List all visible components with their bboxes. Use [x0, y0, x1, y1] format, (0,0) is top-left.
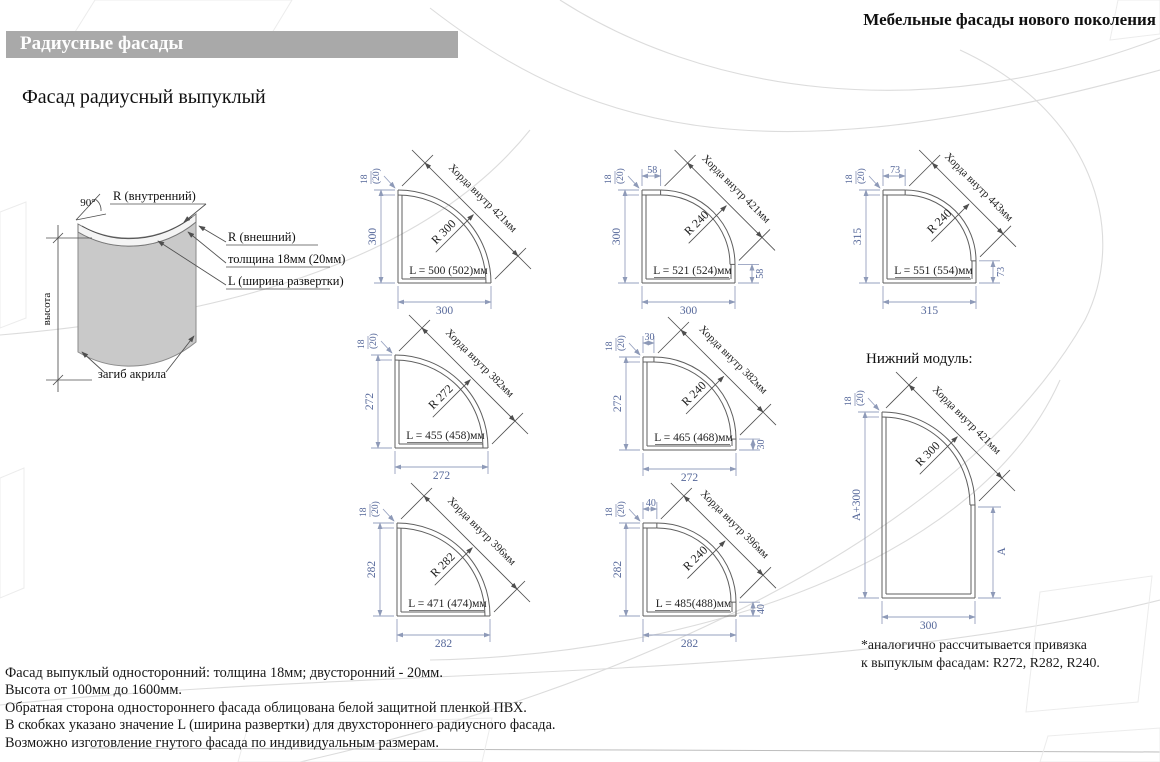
radius-label: R 240: [679, 542, 711, 574]
module-a-dim: A: [996, 547, 1008, 556]
footnote-line: *аналогично рассчитывается привязка: [861, 637, 1087, 652]
quarter-drawing-1: [360, 150, 531, 317]
thickness-18-label: 18: [604, 174, 614, 184]
radius-label: R 240: [923, 205, 955, 237]
thickness-20-label: (20): [617, 335, 627, 351]
chord-label: Хорда внутр 421мм: [930, 383, 1004, 457]
side-dim-horizontal: 315: [920, 305, 939, 317]
facade-legend-diagram: [41, 189, 345, 392]
thickness-18-label: 18: [359, 507, 369, 517]
l-dim-label: L = 551 (554)мм: [894, 265, 973, 277]
spec-line: В скобках указано значение L (ширина развертки) для двухстороннего радиусного фасада.: [5, 717, 556, 734]
offset-right-label: 73: [996, 266, 1007, 277]
thickness-18-label: 18: [605, 507, 615, 517]
chord-label: Хорда внутр 396мм: [445, 494, 519, 568]
side-dim-vertical: 315: [852, 227, 864, 246]
thickness-18-label: 18: [605, 341, 615, 351]
chord-label: Хорда внутр 443мм: [942, 150, 1016, 224]
footnote-line: к выпуклым фасадам: R272, R282, R240.: [861, 655, 1100, 670]
thickness-20-label: (20): [617, 501, 627, 517]
page-title: Фасад радиусный выпуклый: [22, 86, 266, 108]
chord-label: Хорда внутр 421мм: [446, 161, 520, 235]
side-dim-vertical: 300: [611, 227, 623, 246]
side-dim-vertical: 282: [366, 560, 378, 579]
offset-right-label: 40: [756, 604, 767, 615]
side-dim-vertical: 272: [612, 394, 624, 413]
side-dim-vertical: 282: [612, 560, 624, 579]
side-dim-vertical: 272: [364, 392, 376, 411]
quarter-drawing-3: [845, 150, 1016, 317]
radius-label: R 300: [912, 438, 943, 470]
thickness-18-label: 18: [844, 396, 854, 406]
quarter-drawing-6: [359, 483, 530, 650]
spec-line: Высота от 100мм до 1600мм.: [5, 682, 182, 699]
offset-top-label: 30: [644, 332, 655, 343]
thickness-20-label: (20): [371, 501, 381, 517]
legend-r-outer-label: R (внешний): [228, 230, 296, 244]
radius-label: R 300: [428, 216, 459, 248]
radius-label: R 240: [678, 378, 709, 409]
spec-line: Обратная сторона одностороннего фасада облицована белой защитной пленкой ПВХ.: [5, 699, 527, 716]
quarter-drawing-5: [605, 317, 776, 484]
l-dim-label: L = 471 (474)мм: [408, 598, 487, 610]
footnote: [861, 636, 1100, 672]
offset-right-label: 58: [755, 268, 766, 279]
radius-label: R 282: [427, 549, 458, 581]
side-dim-horizontal: 300: [679, 305, 698, 317]
spec-line: Фасад выпуклый односторонний: толщина 18мм; двусторонний - 20мм.: [5, 665, 443, 681]
chord-label: Хорда внутр 382мм: [443, 326, 517, 400]
thickness-18-label: 18: [845, 174, 855, 184]
side-dim-horizontal: 300: [435, 305, 454, 317]
side-dim-horizontal: 282: [434, 638, 453, 650]
specs-text: [5, 665, 556, 752]
quarter-drawing-4: [357, 315, 528, 482]
module-height-dim: A+300: [851, 488, 863, 522]
thickness-20-label: (20): [369, 333, 379, 349]
offset-top-label: 40: [645, 498, 656, 509]
l-dim-label: L = 485(488)мм: [655, 598, 732, 610]
l-dim-label: L = 465 (468)мм: [654, 432, 733, 444]
legend-r-inner-label: R (внутренний): [113, 189, 196, 203]
side-dim-vertical: 300: [367, 227, 379, 246]
thickness-20-label: (20): [856, 390, 866, 406]
side-dim-horizontal: 272: [432, 470, 451, 482]
l-dim-label: L = 455 (458)мм: [406, 430, 485, 442]
quarter-drawing-2: [604, 150, 775, 317]
thickness-20-label: (20): [616, 168, 626, 184]
thickness-20-label: (20): [372, 168, 382, 184]
module-width-dim: 300: [919, 620, 938, 632]
legend-acrylic-label: загиб акрила: [97, 367, 167, 381]
legend-thickness-label: толщина 18мм (20мм): [228, 252, 346, 266]
quarter-drawing-7: [605, 483, 776, 650]
offset-right-label: 30: [756, 439, 767, 450]
side-dim-horizontal: 282: [680, 638, 699, 650]
offset-top-label: 58: [647, 165, 658, 176]
thickness-20-label: (20): [857, 168, 867, 184]
radius-label: R 272: [425, 381, 456, 413]
chord-label: Хорда внутр 396мм: [697, 487, 772, 562]
brand-title: Мебельные фасады нового поколения: [863, 10, 1156, 29]
spec-line: Возможно изготовление гнутого фасада по индивидуальным размерам.: [5, 734, 439, 751]
l-dim-label: L = 521 (524)мм: [653, 265, 732, 277]
legend-l-width-label: L (ширина развертки): [228, 274, 344, 288]
section-banner: Радиусные фасады: [6, 31, 458, 58]
thickness-18-label: 18: [360, 174, 370, 184]
offset-top-label: 73: [890, 165, 901, 176]
side-dim-horizontal: 272: [680, 472, 699, 484]
chord-label: Хорда внутр 382мм: [696, 323, 770, 397]
l-dim-label: L = 500 (502)мм: [409, 265, 488, 277]
thickness-18-label: 18: [357, 339, 367, 349]
bottom-module-title: Нижний модуль:: [866, 351, 973, 367]
chord-label: Хорда внутр 421мм: [699, 152, 773, 226]
angle-90-label: 90°: [80, 197, 96, 209]
radius-label: R 240: [681, 207, 712, 239]
legend-height-label: высота: [41, 292, 53, 326]
bottom-module-drawing: [844, 372, 1015, 632]
